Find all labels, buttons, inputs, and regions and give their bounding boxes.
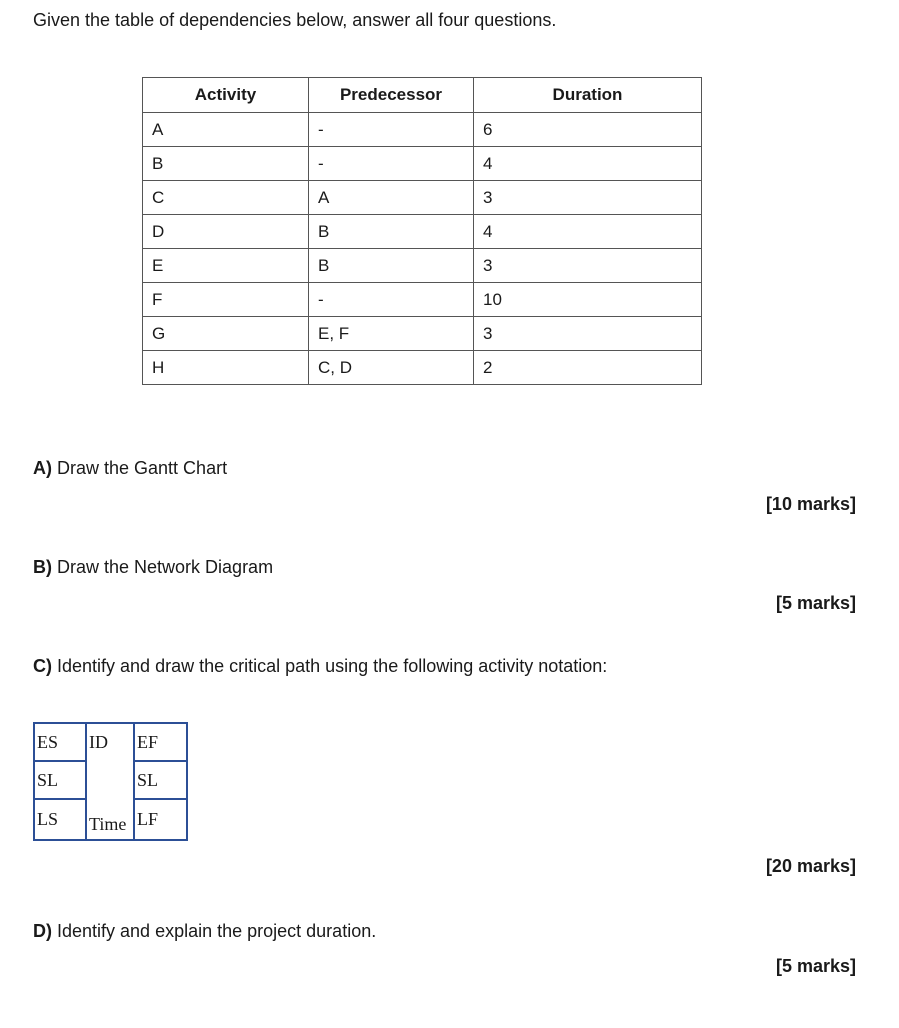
cell-activity: C: [143, 181, 309, 215]
question-b: [33, 557, 273, 578]
cell-activity: H: [143, 351, 309, 385]
cell-predecessor: -: [309, 147, 474, 181]
table-row: [143, 147, 702, 181]
question-c-text: Identify and draw the critical path using the following activity notation:: [52, 656, 608, 676]
cell-activity: B: [143, 147, 309, 181]
header-activity: Activity: [143, 78, 309, 113]
header-predecessor: Predecessor: [309, 78, 474, 113]
cell-duration: 4: [474, 215, 702, 249]
question-a: [33, 458, 227, 479]
notation-row: [34, 723, 187, 761]
question-d-letter: D): [33, 921, 52, 941]
question-c-marks: [20 marks]: [765, 856, 856, 876]
table-row: [143, 215, 702, 249]
cell-predecessor: E, F: [309, 317, 474, 351]
cell-duration: 10: [474, 283, 702, 317]
cell-predecessor: -: [309, 283, 474, 317]
table-row: [143, 249, 702, 283]
cell-predecessor: A: [309, 181, 474, 215]
header-duration: Duration: [474, 78, 702, 113]
cell-duration: 4: [474, 147, 702, 181]
notation-id: ID: [89, 732, 108, 752]
notation-blank: [86, 761, 134, 799]
table-row: [143, 181, 702, 215]
question-b-letter: B): [33, 557, 52, 577]
table-row: [143, 351, 702, 385]
notation-es: ES: [34, 723, 86, 761]
question-a-marks: [10 marks]: [765, 494, 856, 514]
question-c-letter: C): [33, 656, 52, 676]
cell-activity: F: [143, 283, 309, 317]
intro-text: Given the table of dependencies below, answer all four questions.: [33, 10, 557, 30]
cell-activity: G: [143, 317, 309, 351]
notation-ls: LS: [34, 799, 86, 840]
notation-ef: EF: [134, 723, 187, 761]
cell-duration: 3: [474, 317, 702, 351]
cell-duration: 3: [474, 249, 702, 283]
cell-predecessor: C, D: [309, 351, 474, 385]
table-row: [143, 283, 702, 317]
question-d-marks: [5 marks]: [775, 956, 856, 976]
question-b-marks: [5 marks]: [775, 593, 856, 613]
notation-lf: LF: [134, 799, 187, 840]
notation-row: [34, 761, 187, 799]
question-d-text: Identify and explain the project duration.: [52, 921, 377, 941]
cell-predecessor: B: [309, 249, 474, 283]
question-a-text: Draw the Gantt Chart: [52, 458, 228, 478]
notation-sl-right: SL: [134, 761, 187, 799]
question-a-letter: A): [33, 458, 52, 478]
table-header-row: [143, 78, 702, 113]
cell-duration: 3: [474, 181, 702, 215]
notation-sl-left: SL: [34, 761, 86, 799]
question-d: [33, 921, 376, 942]
cell-duration: 2: [474, 351, 702, 385]
table-row: [143, 113, 702, 147]
cell-activity: D: [143, 215, 309, 249]
dependency-table: [142, 77, 702, 385]
cell-duration: 6: [474, 113, 702, 147]
question-c: [33, 656, 607, 677]
cell-activity: E: [143, 249, 309, 283]
cell-predecessor: -: [309, 113, 474, 147]
cell-predecessor: B: [309, 215, 474, 249]
activity-notation-box: [33, 722, 188, 841]
notation-row: [34, 799, 187, 840]
cell-activity: A: [143, 113, 309, 147]
notation-time: Time: [89, 814, 127, 834]
table-row: [143, 317, 702, 351]
question-b-text: Draw the Network Diagram: [52, 557, 274, 577]
